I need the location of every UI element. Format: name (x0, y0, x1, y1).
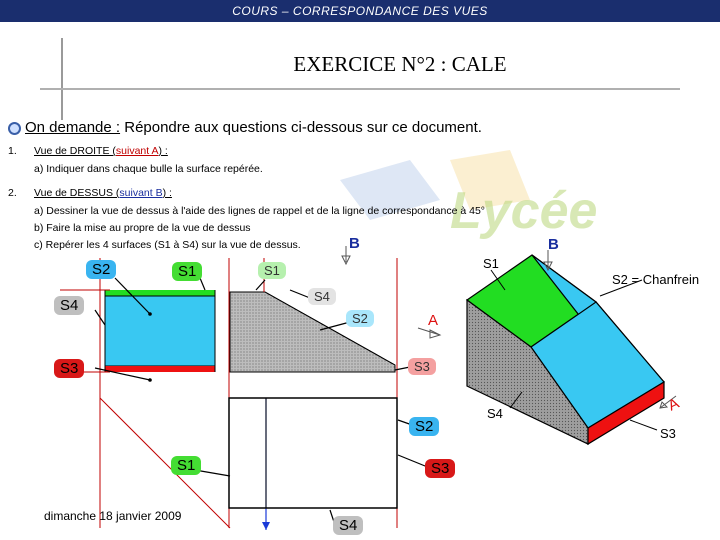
question-1-suivant: suivant A (115, 145, 159, 157)
question-1-lead: Vue de DROITE ( (34, 145, 116, 157)
top-view-tag-s3: S3 (425, 459, 455, 478)
right-view-tag-s3: S3 (54, 359, 84, 378)
question-2-item-c: c) Repérer les 4 surfaces (S1 à S4) sur la vue de dessus. (34, 239, 301, 251)
question-2-suivant: suivant B (119, 187, 163, 199)
iso-label-s1: S1 (483, 256, 499, 271)
front-view-tag-s3: S3 (408, 358, 436, 375)
right-view-bottom-surface (105, 366, 215, 372)
right-view-top-surface (105, 290, 215, 296)
page-title: EXERCICE N°2 : CALE (293, 52, 507, 76)
watermark-text: Lycée (450, 182, 598, 240)
right-view-tag-s1: S1 (172, 262, 202, 281)
question-1-number: 1. (8, 145, 17, 157)
right-view-face (105, 296, 215, 366)
footer-date: dimanche 18 janvier 2009 (44, 509, 182, 523)
front-view-tag-s2: S2 (346, 310, 374, 327)
arrow-a-icon (418, 328, 440, 338)
front-view-tag-s4: S4 (308, 288, 336, 305)
top-view-tag-s1: S1 (171, 456, 201, 475)
arrow-b-label: B (349, 235, 360, 252)
intro-text: Répondre aux questions ci-dessous sur ce document. (120, 119, 482, 136)
question-2-lead: Vue de DESSUS ( (34, 187, 120, 199)
question-1-tail: ) : (158, 145, 168, 157)
question-2-number: 2. (8, 187, 17, 199)
top-view-tag-s2: S2 (409, 417, 439, 436)
arrow-b-iso-label: B (548, 236, 559, 253)
iso-label-s4: S4 (487, 406, 503, 421)
intro-label: On demande : (25, 119, 121, 136)
question-2-item-a: a) Dessiner la vue de dessus à l'aide des lignes de rappel et de la ligne de correspondance à 45° (34, 205, 485, 217)
right-view (105, 290, 215, 372)
arrow-a-iso-label: A (665, 394, 682, 415)
front-view-tag-s1: S1 (258, 262, 286, 279)
right-view-tag-s4: S4 (54, 296, 84, 315)
question-1-item-a: a) Indiquer dans chaque bulle la surface repérée. (34, 163, 263, 175)
axis-arrow-icon (262, 522, 270, 530)
top-view-frame (229, 398, 397, 508)
right-view-tag-s2: S2 (86, 260, 116, 279)
iso-label-s2: S2 = Chanfrein (612, 272, 700, 287)
question-2-item-b: b) Faire la mise au propre de la vue de dessus (34, 222, 251, 234)
header-banner: COURS – CORRESPONDANCE DES VUES (0, 0, 720, 22)
question-2-tail: ) : (162, 187, 172, 199)
iso-label-s3: S3 (660, 426, 676, 441)
arrow-a-label: A (428, 312, 439, 329)
top-view-tag-s4: S4 (333, 516, 363, 535)
